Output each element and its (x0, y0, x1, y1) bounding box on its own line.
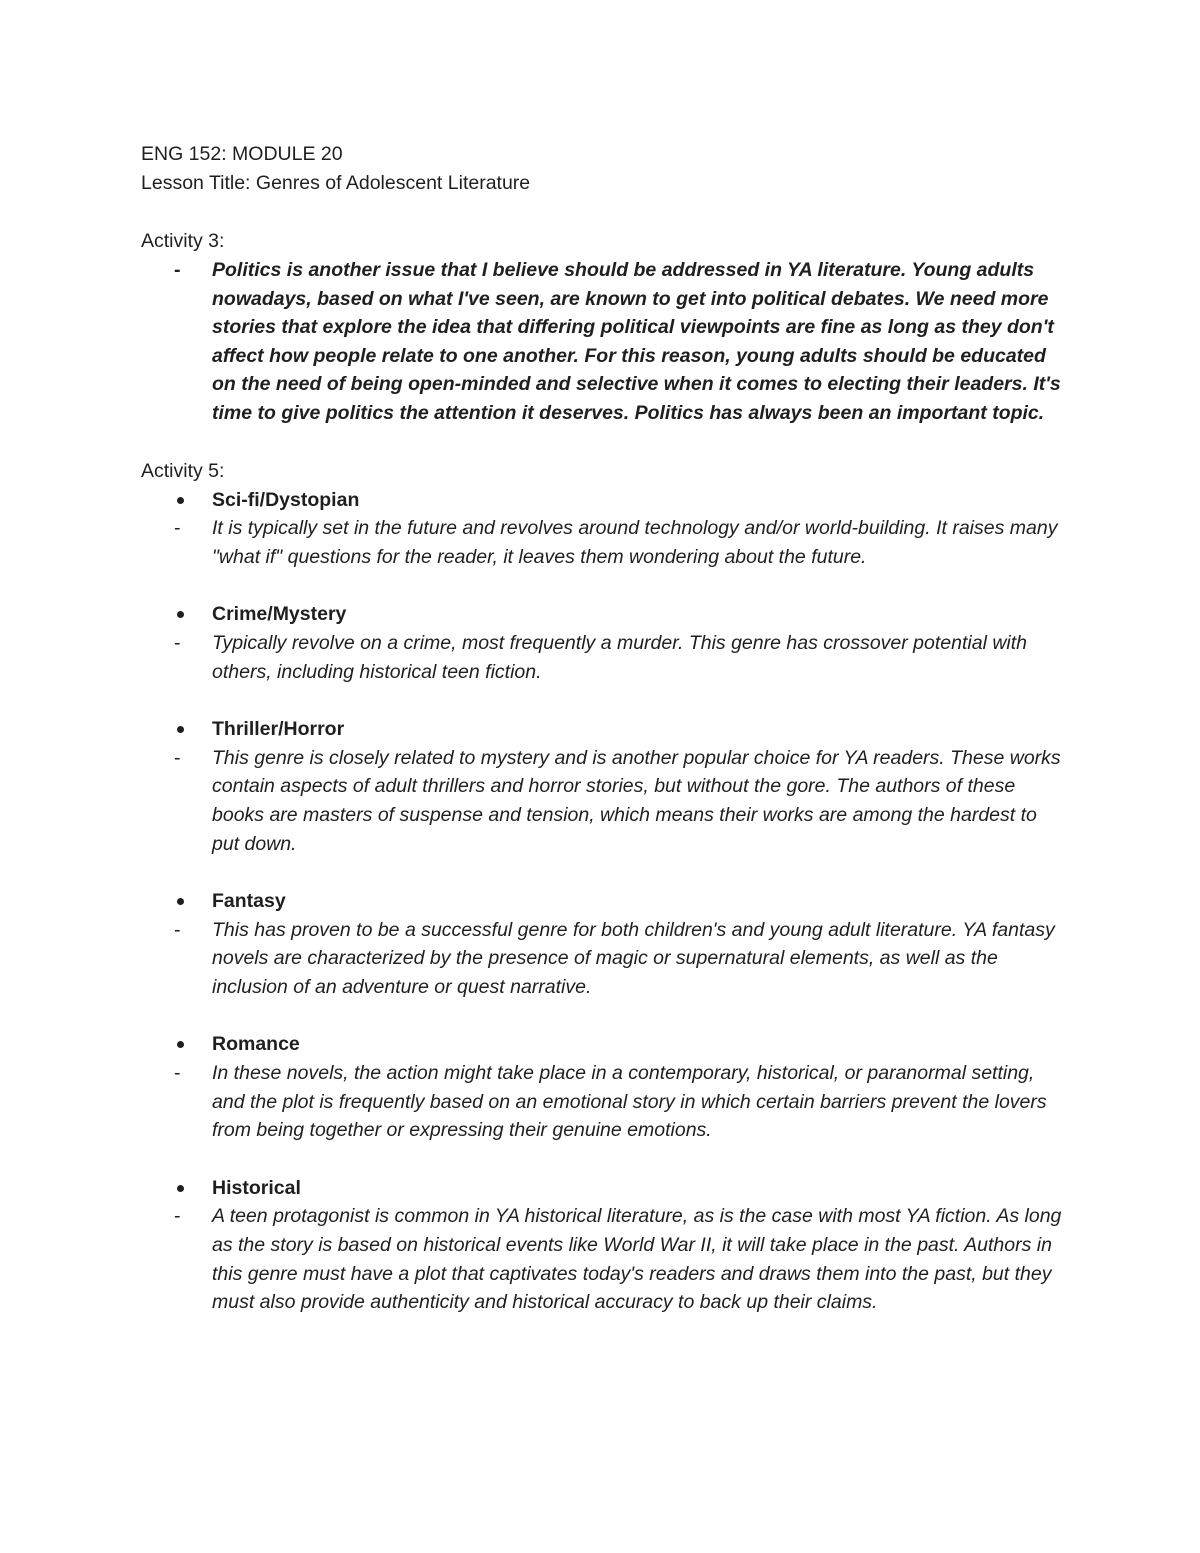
genre-description: Typically revolve on a crime, most frequently a murder. This genre has crossover potential with others, including historical teen fiction. (212, 631, 1028, 683)
spacer (141, 686, 1066, 715)
dash-marker: - (174, 918, 181, 941)
dash-marker: - (174, 517, 181, 540)
genre-entry (141, 715, 1066, 858)
activity-5-label: Activity 5: (141, 459, 225, 482)
genre-title-row (141, 887, 1066, 916)
bullet-icon (177, 497, 184, 504)
spacer (141, 1145, 1066, 1174)
dash-marker: - (174, 746, 181, 769)
genre-entry (141, 1030, 1066, 1144)
genre-description-row (141, 744, 1066, 858)
dash-marker: - (174, 1205, 181, 1228)
genre-description: It is typically set in the future and revolves around technology and/or world-building. It raises many "what if" questions for the reader, it leaves them wondering about the future. (212, 517, 1058, 568)
genre-title-row (141, 600, 1066, 629)
genre-title: Crime/Mystery (212, 603, 347, 626)
genre-title: Thriller/Horror (212, 718, 345, 741)
spacer (141, 428, 1066, 457)
genre-entry (141, 887, 1066, 1001)
bullet-icon (177, 1041, 184, 1048)
dash-marker: - (174, 631, 181, 654)
bullet-icon (177, 1185, 184, 1192)
genre-description-row (141, 1202, 1066, 1316)
activity-3-label: Activity 3: (141, 230, 225, 252)
bullet-icon (177, 726, 184, 733)
genre-entry (141, 600, 1066, 686)
activity-3-answer (141, 256, 1066, 428)
spacer (141, 858, 1066, 887)
activity-3-text: Politics is another issue that I believe should be addressed in YA literature. Young adults nowadays, based on what I've seen, are known to get into political debates. We need more stories that explore the idea that differing political viewpoints are fine as long as they don't affect how people relate to one another. For this reason, young adults should be educated on the need of being open-minded and selective when it comes to electing their leaders. It's time to give politics the attention it deserves. Politics has always been an important topic. (212, 259, 1061, 424)
genre-title-row (141, 1030, 1066, 1059)
genre-title-row (141, 1174, 1066, 1203)
dash-marker: - (174, 1062, 181, 1085)
genre-description-row (141, 1059, 1066, 1145)
genre-description: A teen protagonist is common in YA historical literature, as is the case with most YA fiction. As long as the story is based on historical events like World War II, it will take place in the past. Authors in this genre must have a plot that captivates today's readers and draws them into the past, but they must also provide authenticity and historical accuracy to back up their claims. (212, 1205, 1062, 1314)
spacer (141, 198, 1066, 227)
genre-description-row (141, 629, 1066, 686)
genre-entry (141, 486, 1066, 572)
bullet-icon (177, 611, 184, 618)
genre-description-row (141, 514, 1066, 571)
genre-description: This genre is closely related to mystery and is another popular choice for YA readers. These works contain aspects of adult thrillers and horror stories, but without the gore. The authors of these books are masters of suspense and tension, which means their works are among the hardest to put down. (212, 746, 1061, 855)
genre-description: This has proven to be a successful genre for both children's and young adult literature. YA fantasy novels are characterized by the presence of magic or supernatural elements, as well as the inclusion of an adventure or quest narrative. (212, 918, 1055, 998)
genre-title: Fantasy (212, 890, 286, 913)
genre-list (141, 486, 1066, 1317)
genre-title-row (141, 715, 1066, 744)
genre-entry (141, 1174, 1066, 1317)
bullet-icon (177, 898, 184, 905)
spacer (141, 1001, 1066, 1030)
spacer (141, 571, 1066, 600)
genre-description: In these novels, the action might take place in a contemporary, historical, or paranormal setting, and the plot is frequently based on an emotional story in which certain barriers prevent the lovers from being together or expressing their genuine emotions. (212, 1062, 1047, 1142)
genre-title: Romance (212, 1033, 300, 1056)
genre-description-row (141, 916, 1066, 1002)
lesson-title: Lesson Title: Genres of Adolescent Literature (141, 172, 531, 194)
course-heading: ENG 152: MODULE 20 (141, 143, 343, 165)
genre-title-row (141, 486, 1066, 515)
dash-marker: - (174, 259, 181, 281)
genre-title: Historical (212, 1176, 301, 1199)
genre-title: Sci-fi/Dystopian (212, 488, 360, 511)
document-page (141, 140, 1066, 1317)
